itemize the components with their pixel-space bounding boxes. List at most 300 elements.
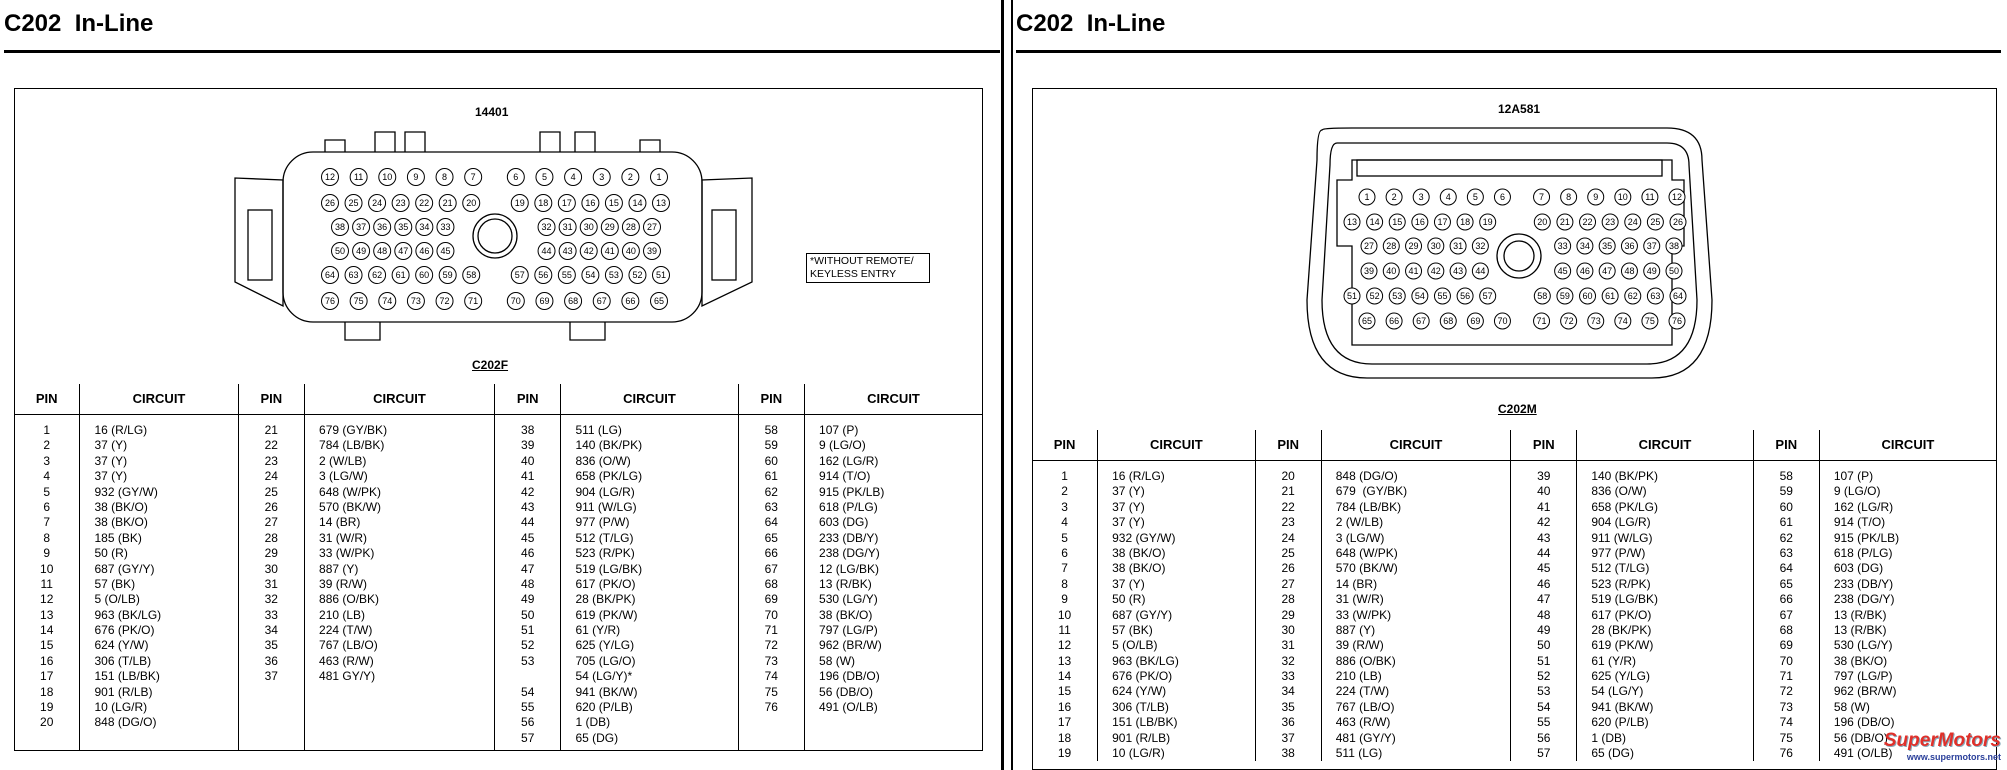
connector-pin xyxy=(1599,238,1615,254)
svg-text:61: 61 xyxy=(395,270,406,281)
pin-number: 71 xyxy=(764,623,778,638)
svg-text:67: 67 xyxy=(596,296,607,307)
connector-pin xyxy=(582,195,599,212)
connector-pin xyxy=(1361,263,1377,279)
connector-pin xyxy=(1406,238,1422,254)
circuit-value: 13 (R/BK) xyxy=(1833,607,1887,622)
circuit-value: 963 (BK/LG) xyxy=(94,607,162,622)
pin-number: 69 xyxy=(1779,638,1793,653)
pin-number: 33 xyxy=(1281,669,1295,684)
svg-text:12: 12 xyxy=(1671,192,1683,203)
circuit-column xyxy=(561,415,738,750)
circuit-value: 33 (W/PK) xyxy=(1335,607,1392,622)
pin-number: 19 xyxy=(40,700,54,715)
svg-text:60: 60 xyxy=(1582,291,1593,302)
connector-pin xyxy=(1561,189,1577,205)
circuit-value: 2 (W/LB) xyxy=(319,453,367,468)
pin-number: 38 xyxy=(521,423,535,437)
circuit-value: 603 (DG) xyxy=(819,515,869,530)
circuit-value: 911 (W/LG) xyxy=(575,499,637,514)
connector-pin xyxy=(322,293,339,310)
pin-number: 62 xyxy=(1779,530,1793,545)
pin-number: 55 xyxy=(1537,715,1551,730)
connector-pin xyxy=(653,267,670,284)
connector-pin xyxy=(622,293,639,310)
circuit-value: 962 (BR/W) xyxy=(819,638,882,653)
pin-number: 68 xyxy=(764,576,778,591)
svg-text:10: 10 xyxy=(382,172,393,183)
pin-number: 15 xyxy=(1057,684,1072,699)
connector-pin xyxy=(1621,263,1637,279)
connector-pin xyxy=(1450,263,1466,279)
connector-pin xyxy=(651,293,668,310)
connector-pin xyxy=(1413,189,1429,205)
pin-number: 33 xyxy=(264,607,278,622)
pin-number: 27 xyxy=(1281,576,1295,591)
pin-number: 58 xyxy=(764,423,778,437)
pin-number: 53 xyxy=(521,653,535,668)
connector-pin xyxy=(629,195,646,212)
svg-text:30: 30 xyxy=(1430,241,1441,252)
svg-text:45: 45 xyxy=(1557,266,1568,277)
pin-number: 5 xyxy=(43,484,51,499)
circuit-value: 16 (R/LG) xyxy=(1112,469,1165,483)
connector-pin xyxy=(465,169,482,186)
svg-text:58: 58 xyxy=(1537,291,1548,302)
svg-text:74: 74 xyxy=(382,296,393,307)
svg-text:54: 54 xyxy=(585,270,596,281)
connector-pin xyxy=(1389,214,1405,230)
connector-pin xyxy=(1383,238,1399,254)
pin-number: 12 xyxy=(1057,638,1072,653)
pin-number: 53 xyxy=(1537,684,1551,699)
connector-pin xyxy=(437,243,454,260)
pin-header: PIN xyxy=(1032,430,1098,461)
connector-pin xyxy=(582,267,599,284)
circuit-value: 648 (W/PK) xyxy=(1335,545,1398,560)
circuit-value: 5 (O/LB) xyxy=(94,592,140,607)
connector-pin xyxy=(1666,238,1682,254)
circuit-value: 511 (LG) xyxy=(575,423,622,437)
svg-text:53: 53 xyxy=(1392,291,1403,302)
connector-pin xyxy=(1647,214,1663,230)
circuit-column xyxy=(1577,461,1753,762)
pin-number: 52 xyxy=(1537,669,1551,684)
circuit-column xyxy=(1819,461,1996,762)
watermark-logo xyxy=(1884,730,2001,762)
connector-pin xyxy=(353,219,370,236)
connector-pin xyxy=(1555,238,1571,254)
circuit-value: 625 (Y/LG) xyxy=(1591,669,1651,684)
connector-pin xyxy=(1344,288,1360,304)
circuit-value: 14 (BR) xyxy=(319,515,361,530)
circuit-value: 624 (Y/W) xyxy=(1112,684,1167,699)
svg-text:14: 14 xyxy=(1369,217,1380,228)
circuit-value: 784 (LB/BK) xyxy=(1335,499,1402,514)
connector-pin xyxy=(407,169,424,186)
connector-pin xyxy=(436,293,453,310)
connector-pin xyxy=(1615,189,1631,205)
pin-number: 21 xyxy=(264,423,278,437)
pin-number: 11 xyxy=(1058,622,1071,637)
connector-label: C202F xyxy=(472,358,509,372)
pin-number: 29 xyxy=(1281,607,1295,622)
pin-number: 75 xyxy=(764,684,778,699)
connector-pin xyxy=(416,267,433,284)
connector-pin xyxy=(1428,238,1444,254)
connector-pin xyxy=(1434,288,1450,304)
circuit-value: 932 (GY/W) xyxy=(94,484,158,499)
pin-number: 61 xyxy=(1779,515,1793,530)
pin-number: 37 xyxy=(264,669,278,684)
connector-pin xyxy=(439,195,456,212)
pin-number: 75 xyxy=(1779,730,1793,745)
svg-text:24: 24 xyxy=(1627,217,1638,228)
connector-pin xyxy=(1412,214,1428,230)
connector-pin xyxy=(507,169,524,186)
pin-number: 42 xyxy=(521,484,535,499)
connector-pin xyxy=(1534,313,1550,329)
circuit-value: 14 (BR) xyxy=(1335,576,1378,591)
circuit-header: CIRCUIT xyxy=(1577,430,1753,461)
pin-number: 13 xyxy=(40,607,54,622)
connector-pin xyxy=(1457,288,1473,304)
circuit-value: 797 (LG/P) xyxy=(819,623,878,638)
circuit-value: 620 (P/LB) xyxy=(1591,715,1649,730)
pin-number: 60 xyxy=(1779,499,1793,514)
connector-pin xyxy=(593,169,610,186)
pin-number: 3 xyxy=(43,453,51,468)
svg-text:55: 55 xyxy=(561,270,572,281)
connector-pin xyxy=(1450,238,1466,254)
pin-header: PIN xyxy=(14,384,80,415)
circuit-value: 848 (DG/O) xyxy=(94,715,157,730)
pin-number: 35 xyxy=(1281,699,1295,714)
svg-text:41: 41 xyxy=(604,246,615,257)
svg-text:49: 49 xyxy=(1646,266,1657,277)
circuit-value: 39 (R/W) xyxy=(1335,638,1384,653)
circuit-value: 16 (R/LG) xyxy=(94,423,148,437)
svg-text:44: 44 xyxy=(1475,266,1486,277)
pin-number: 65 xyxy=(764,530,778,545)
svg-text:48: 48 xyxy=(377,246,388,257)
circuit-value: 767 (LB/O) xyxy=(1335,699,1395,714)
connector-pin xyxy=(436,169,453,186)
svg-text:65: 65 xyxy=(1361,316,1373,327)
svg-text:18: 18 xyxy=(538,198,549,209)
pin-number: 63 xyxy=(764,499,778,514)
svg-text:42: 42 xyxy=(583,246,594,257)
connector-pin xyxy=(536,169,553,186)
pin-number: 31 xyxy=(1281,638,1295,653)
pin-number: 45 xyxy=(521,530,535,545)
svg-text:59: 59 xyxy=(442,270,453,281)
circuit-value: 1 (DB) xyxy=(1591,730,1626,745)
circuit-value: 530 (LG/Y) xyxy=(1833,638,1893,653)
pin-number: 45 xyxy=(1537,561,1551,576)
pin-number: 24 xyxy=(1281,530,1295,545)
svg-text:40: 40 xyxy=(1386,266,1397,277)
svg-text:40: 40 xyxy=(625,246,636,257)
pin-number: 64 xyxy=(1779,561,1793,576)
connector-face-diagram xyxy=(0,0,1000,380)
connector-pin xyxy=(536,293,553,310)
pin-number: 55 xyxy=(521,700,535,715)
svg-text:37: 37 xyxy=(356,222,367,233)
connector-pin xyxy=(1359,313,1375,329)
circuit-value: 676 (PK/O) xyxy=(1112,669,1173,684)
connector-pin xyxy=(1602,288,1618,304)
circuit-value: 687 (GY/Y) xyxy=(94,561,155,576)
connector-pin xyxy=(1625,214,1641,230)
svg-text:65: 65 xyxy=(653,296,665,307)
circuit-value: 65 (DG) xyxy=(1591,746,1634,761)
circuit-value: 904 (LG/R) xyxy=(1591,515,1651,530)
connector-pin xyxy=(350,293,367,310)
connector-pin xyxy=(1467,313,1483,329)
circuit-value: 9 (LG/O) xyxy=(1833,484,1881,499)
svg-text:38: 38 xyxy=(334,222,346,233)
svg-text:8: 8 xyxy=(442,172,448,183)
connector-pin xyxy=(1602,214,1618,230)
svg-text:52: 52 xyxy=(1369,291,1380,302)
svg-text:63: 63 xyxy=(1650,291,1661,302)
svg-text:67: 67 xyxy=(1416,316,1427,327)
pin-number: 50 xyxy=(521,607,535,622)
connector-pin xyxy=(535,267,552,284)
connector-pin xyxy=(1412,288,1428,304)
circuit-value: 50 (R) xyxy=(94,546,128,561)
svg-text:68: 68 xyxy=(1443,316,1454,327)
circuit-value: 37 (Y) xyxy=(1112,484,1145,499)
pin-column xyxy=(1511,461,1577,762)
svg-text:20: 20 xyxy=(1537,217,1548,228)
circuit-header: CIRCUIT xyxy=(1321,430,1510,461)
svg-text:11: 11 xyxy=(1645,192,1655,203)
svg-text:26: 26 xyxy=(324,198,336,209)
pin-number: 25 xyxy=(1281,545,1295,560)
svg-text:25: 25 xyxy=(348,198,359,209)
pin-number: 30 xyxy=(1281,622,1295,637)
pin-number: 74 xyxy=(1779,715,1793,730)
pin-header: PIN xyxy=(1255,430,1321,461)
svg-text:57: 57 xyxy=(1482,291,1493,302)
svg-text:31: 31 xyxy=(562,222,573,233)
pin-number: 36 xyxy=(1281,715,1295,730)
pin-number: 17 xyxy=(40,669,54,684)
svg-text:30: 30 xyxy=(583,222,594,233)
part-number: 12A581 xyxy=(1498,102,1541,116)
connector-pin xyxy=(1557,214,1573,230)
svg-text:47: 47 xyxy=(1602,266,1613,277)
connector-pin xyxy=(1480,288,1496,304)
circuit-header: CIRCUIT xyxy=(1819,430,1996,461)
circuit-value: 151 (LB/BK) xyxy=(1112,715,1178,730)
circuit-value: 932 (GY/W) xyxy=(1112,530,1176,545)
circuit-header: CIRCUIT xyxy=(561,384,738,415)
pin-number: 19 xyxy=(1057,746,1072,761)
svg-text:17: 17 xyxy=(1437,217,1448,228)
svg-text:39: 39 xyxy=(1363,266,1375,277)
circuit-value: 887 (Y) xyxy=(319,561,359,576)
circuit-value: 38 (BK/O) xyxy=(1833,653,1888,668)
svg-text:73: 73 xyxy=(1590,316,1601,327)
pin-number: 38 xyxy=(1281,746,1295,761)
circuit-value: 679 (GY/BK) xyxy=(1335,484,1408,499)
pin-number: 54 xyxy=(521,684,535,699)
pin-number: 41 xyxy=(521,469,535,484)
pin-number: 3 xyxy=(1061,499,1068,514)
circuit-value: 887 (Y) xyxy=(1335,622,1376,637)
circuit-value: 570 (BK/W) xyxy=(1335,561,1398,576)
connector-face-diagram xyxy=(1012,0,2007,420)
svg-text:48: 48 xyxy=(1624,266,1635,277)
circuit-value: 679 (GY/BK) xyxy=(319,423,388,437)
circuit-value: 658 (PK/LG) xyxy=(575,469,643,484)
connector-pin xyxy=(1625,288,1641,304)
svg-text:32: 32 xyxy=(1475,241,1486,252)
connector-pin xyxy=(350,169,367,186)
svg-text:64: 64 xyxy=(324,270,336,281)
pin-number: 46 xyxy=(1537,576,1551,591)
circuit-value: 13 (R/BK) xyxy=(819,576,872,591)
circuit-value: 784 (LB/BK) xyxy=(319,438,385,453)
circuit-value: 617 (PK/O) xyxy=(1591,607,1652,622)
pin-number: 27 xyxy=(264,515,278,530)
svg-text:12: 12 xyxy=(324,172,336,183)
watermark-brand: SuperMotors xyxy=(1883,730,2001,751)
connector-pin xyxy=(507,293,524,310)
svg-text:11: 11 xyxy=(353,172,364,183)
connector-pin xyxy=(1494,313,1510,329)
pin-number: 48 xyxy=(521,576,535,591)
circuit-column xyxy=(305,415,495,750)
svg-text:46: 46 xyxy=(419,246,430,257)
connector-pin xyxy=(1367,214,1383,230)
circuit-value: 904 (LG/R) xyxy=(575,484,635,499)
pin-number: 30 xyxy=(264,561,278,576)
connector-pin xyxy=(558,267,575,284)
circuit-value: 977 (P/W) xyxy=(1591,545,1646,560)
circuit-value: 901 (R/LB) xyxy=(94,684,153,699)
svg-text:2: 2 xyxy=(1391,192,1397,203)
connector-pin xyxy=(1555,263,1571,279)
pin-header: PIN xyxy=(1753,430,1819,461)
connector-pin xyxy=(1494,189,1510,205)
circuit-value: 38 (BK/O) xyxy=(819,607,873,622)
pin-number: 76 xyxy=(764,700,778,715)
svg-text:36: 36 xyxy=(1624,241,1635,252)
pin-column xyxy=(14,415,80,750)
svg-text:37: 37 xyxy=(1646,241,1657,252)
connector-pin xyxy=(416,243,433,260)
svg-text:45: 45 xyxy=(440,246,451,257)
connector-pin xyxy=(1386,313,1402,329)
svg-text:43: 43 xyxy=(1453,266,1464,277)
svg-text:51: 51 xyxy=(655,270,667,281)
pin-number xyxy=(495,669,560,684)
pin-number: 40 xyxy=(521,453,535,468)
connector-pin xyxy=(653,195,670,212)
circuit-value: 107 (P) xyxy=(819,423,859,437)
svg-text:1: 1 xyxy=(656,172,662,183)
pin-number: 67 xyxy=(764,561,778,576)
svg-text:9: 9 xyxy=(413,172,419,183)
pin-number: 76 xyxy=(1779,746,1793,761)
connector-pin xyxy=(559,243,576,260)
circuit-value: 603 (DG) xyxy=(1833,561,1884,576)
connector-pin xyxy=(1577,238,1593,254)
circuit-value: 519 (LG/BK) xyxy=(1591,592,1659,607)
pin-number: 21 xyxy=(1281,484,1295,499)
svg-text:23: 23 xyxy=(395,198,406,209)
svg-text:39: 39 xyxy=(646,246,658,257)
circuit-value: 185 (BK) xyxy=(94,530,142,545)
svg-text:35: 35 xyxy=(1602,241,1613,252)
connector-pin xyxy=(353,243,370,260)
svg-text:70: 70 xyxy=(510,296,521,307)
pin-number: 7 xyxy=(43,515,51,530)
pin-number: 51 xyxy=(521,623,535,638)
pin-number: 10 xyxy=(40,561,54,576)
connector-pin xyxy=(322,267,339,284)
connector-pin xyxy=(322,169,339,186)
circuit-value: 61 (Y/R) xyxy=(575,623,621,638)
pin-number: 1 xyxy=(1061,469,1068,483)
pin-column xyxy=(738,415,804,750)
pin-column xyxy=(1753,461,1819,762)
pin-number: 63 xyxy=(1779,545,1793,560)
connector-pin xyxy=(369,195,386,212)
circuit-value: 3 (LG/W) xyxy=(1335,530,1385,545)
pin-number: 59 xyxy=(1779,484,1793,499)
svg-text:18: 18 xyxy=(1460,217,1471,228)
circuit-value: 37 (Y) xyxy=(94,453,128,468)
pin-number: 42 xyxy=(1537,515,1551,530)
connector-pin xyxy=(538,243,555,260)
pin-number: 11 xyxy=(40,576,53,591)
pin-number: 40 xyxy=(1537,484,1551,499)
svg-text:55: 55 xyxy=(1437,291,1448,302)
connector-pin xyxy=(463,267,480,284)
pin-number: 13 xyxy=(1057,653,1072,668)
svg-text:13: 13 xyxy=(1346,217,1358,228)
pin-number: 43 xyxy=(1537,530,1551,545)
svg-text:34: 34 xyxy=(1579,241,1590,252)
svg-text:42: 42 xyxy=(1430,266,1441,277)
connector-pin xyxy=(374,243,391,260)
pin-number: 6 xyxy=(43,499,51,514)
svg-text:66: 66 xyxy=(1389,316,1400,327)
pin-number: 22 xyxy=(264,438,278,453)
connector-pin xyxy=(644,219,661,236)
circuit-value: 9 (LG/O) xyxy=(819,438,866,453)
connector-label: C202M xyxy=(1498,402,1537,416)
svg-text:56: 56 xyxy=(538,270,549,281)
svg-text:69: 69 xyxy=(539,296,550,307)
connector-pin xyxy=(1670,288,1686,304)
circuit-value: 963 (BK/LG) xyxy=(1112,653,1179,668)
circuit-value: 306 (T/LB) xyxy=(94,653,152,668)
connector-pin xyxy=(1367,288,1383,304)
circuit-value: 797 (LG/P) xyxy=(1833,669,1893,684)
svg-text:60: 60 xyxy=(419,270,430,281)
pin-number: 29 xyxy=(264,546,278,561)
connector-pin xyxy=(439,267,456,284)
svg-text:76: 76 xyxy=(324,296,336,307)
connector-pin xyxy=(345,195,362,212)
svg-text:76: 76 xyxy=(1671,316,1683,327)
